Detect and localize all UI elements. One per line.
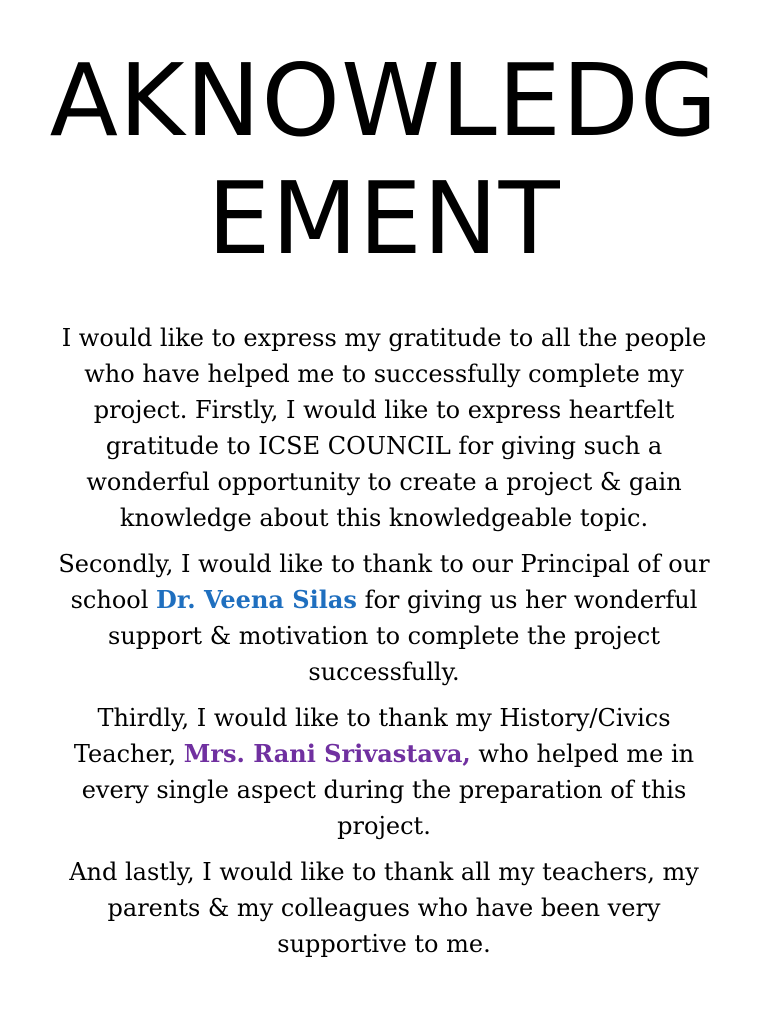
paragraph-principal bbox=[44, 546, 724, 690]
acknowledgement-body bbox=[44, 320, 724, 962]
page-title bbox=[44, 0, 724, 278]
paragraph-principal-text-end: for giving us her wonderful support & motivation to complete the project successfully. bbox=[108, 586, 698, 686]
title-line-1: AKNOWLEDG bbox=[49, 42, 719, 159]
paragraph-teacher bbox=[44, 700, 724, 844]
paragraph-teacher-text-end: who helped me in every single aspect during the preparation of this project. bbox=[81, 740, 695, 840]
paragraph-teacher-text-start: Thirdly, I would like to thank my History/Civics Teacher, bbox=[73, 704, 671, 768]
principal-name: Dr. Veena Silas bbox=[156, 585, 357, 614]
paragraph-principal-text-start: Secondly, I would like to thank to our Principal of our school bbox=[58, 550, 710, 614]
title-line-2: EMENT bbox=[207, 160, 561, 277]
teacher-name: Mrs. Rani Srivastava, bbox=[183, 739, 471, 768]
paragraph-intro: I would like to express my gratitude to all the people who have helped me to successfully complete my project. Firstly, I would like to express heartfelt gratitude to ICSE COUNCIL for giving such a wonderful opportunity to create a project & gain knowledge about this knowledgeable topic. bbox=[61, 324, 707, 532]
paragraph-closing: And lastly, I would like to thank all my teachers, my parents & my colleagues who have been very supportive to me. bbox=[69, 858, 699, 958]
